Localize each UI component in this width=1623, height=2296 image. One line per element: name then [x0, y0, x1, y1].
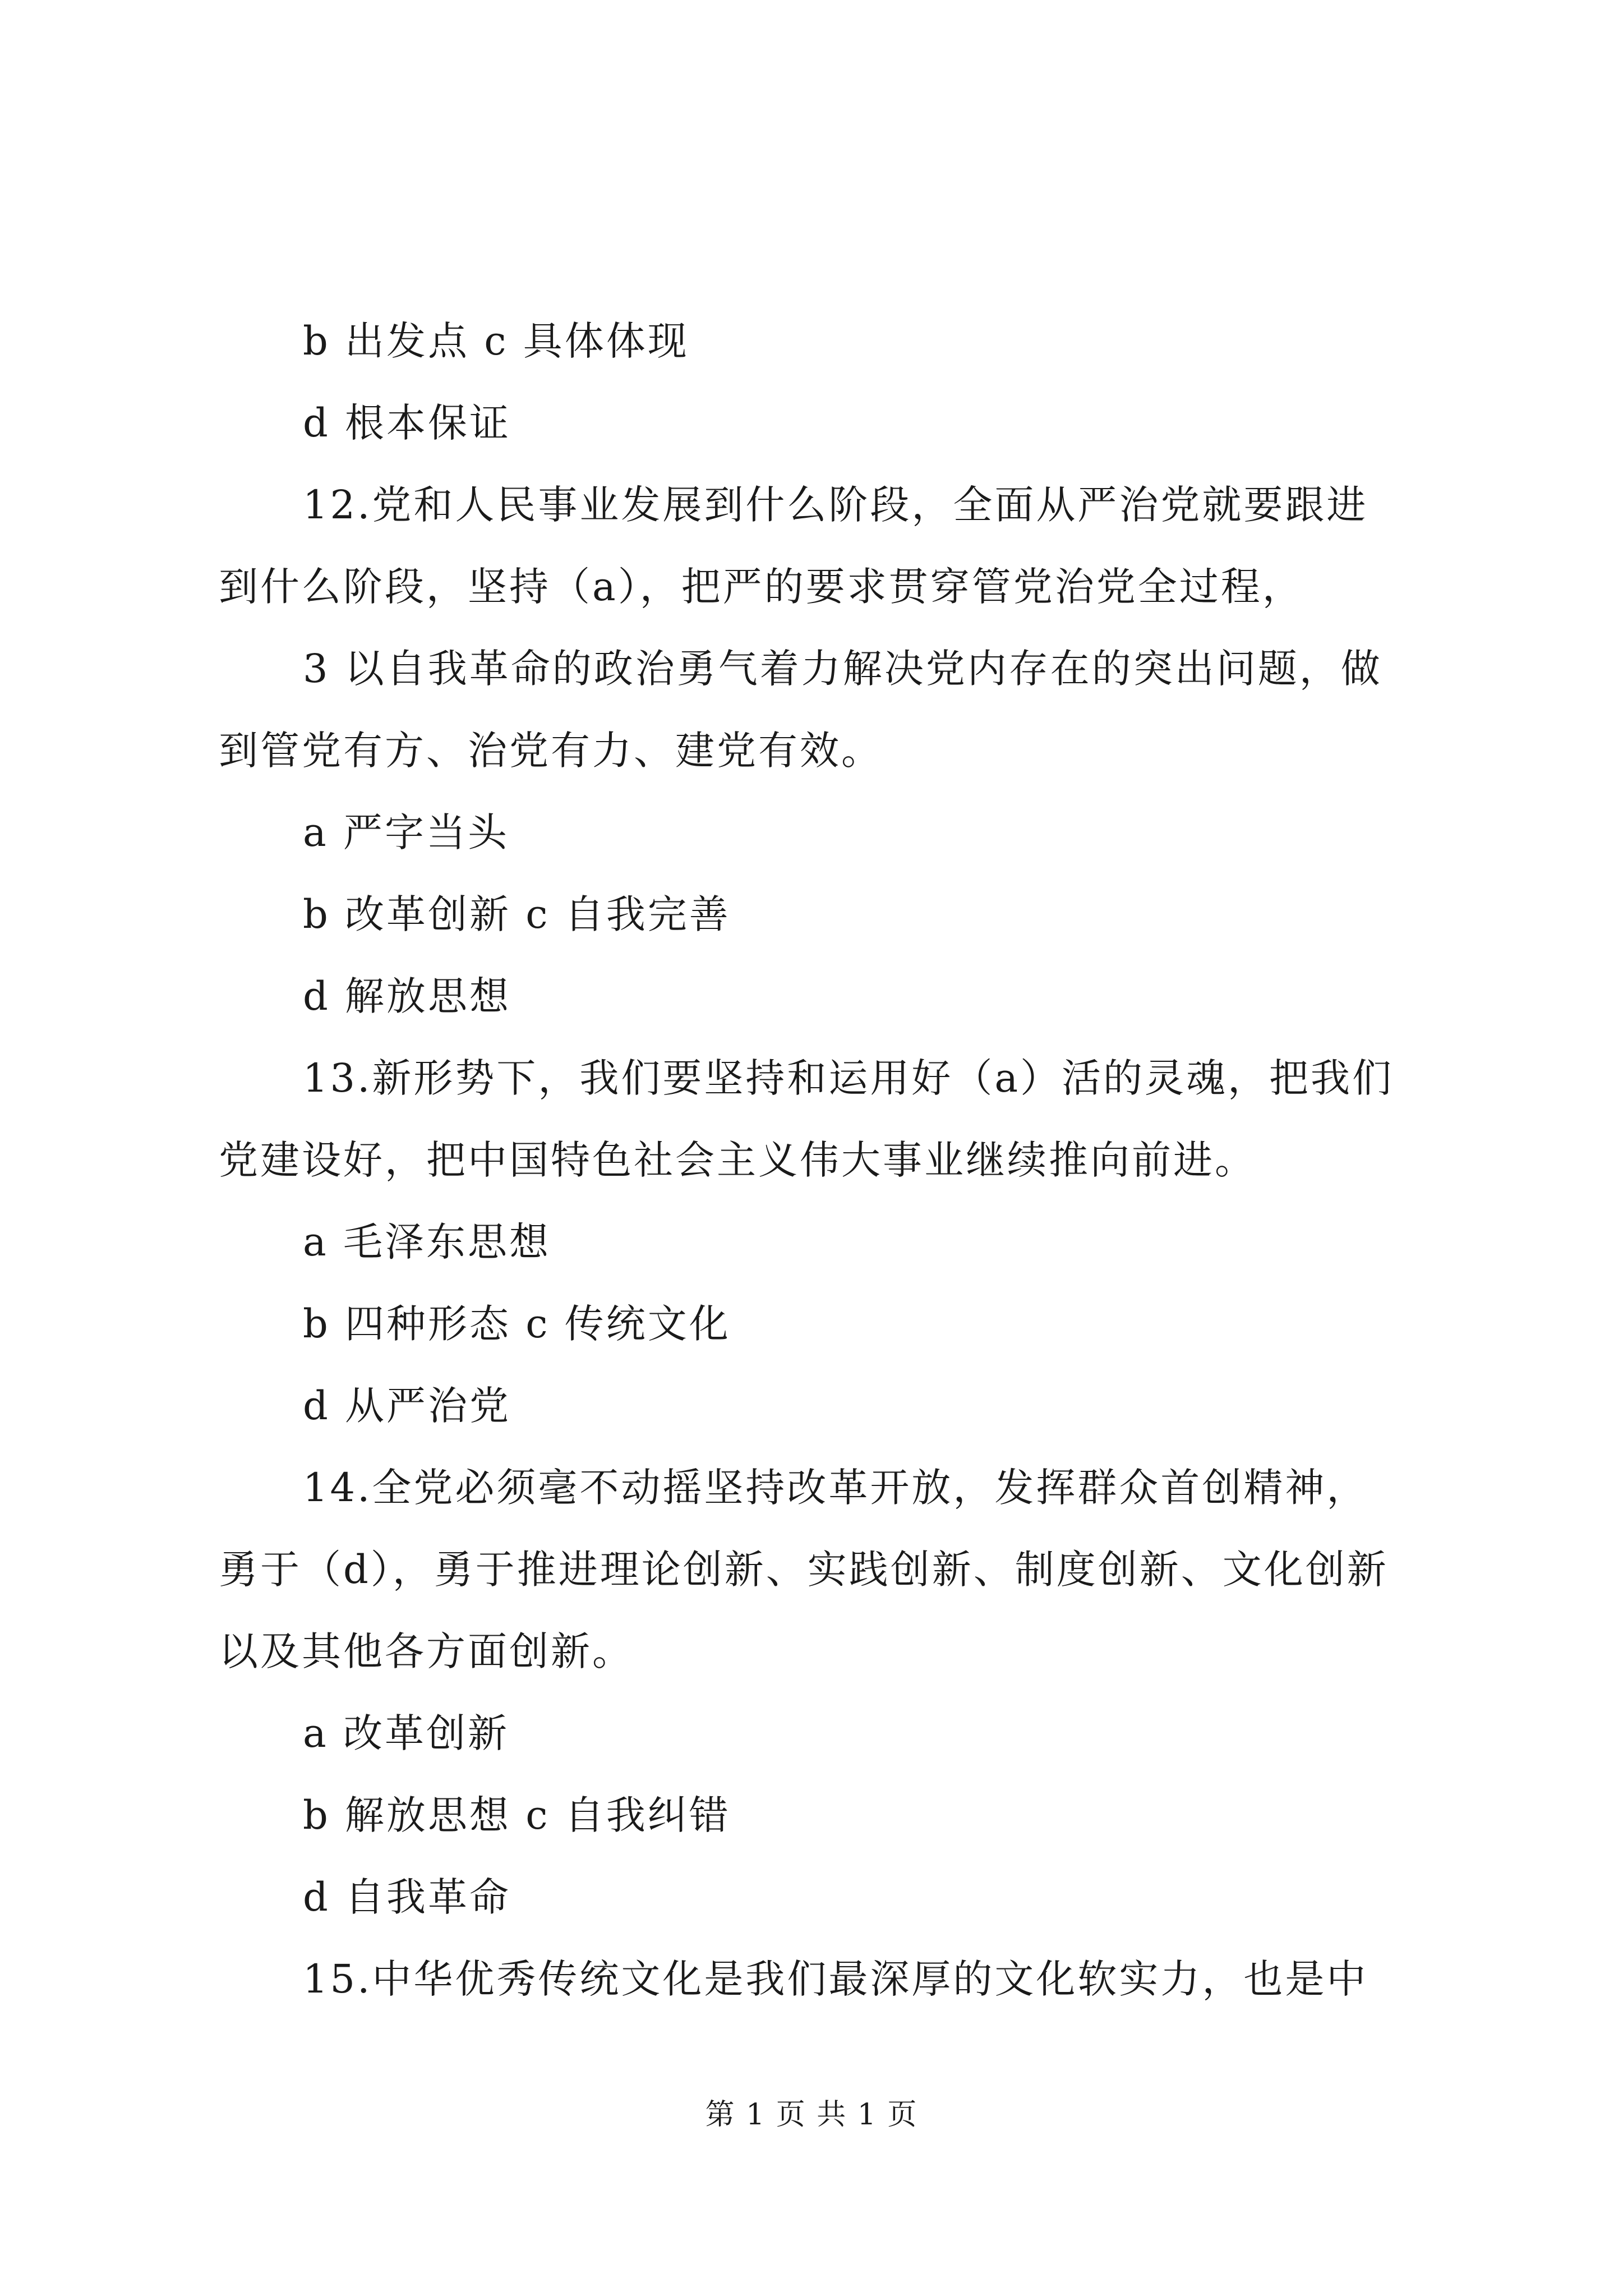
- question-14-line-1: 14.全党必须毫不动摇坚持改革开放，发挥群众首创精神，: [303, 1465, 1368, 1511]
- question-12-line-4: 到管党有方、治党有力、建党有效。: [219, 728, 883, 774]
- option-line: d 根本保证: [303, 400, 511, 446]
- option-line: d 从严治党: [303, 1383, 511, 1429]
- option-line: a 改革创新: [303, 1710, 509, 1756]
- option-line: b 四种形态 c 传统文化: [303, 1301, 731, 1347]
- option-line: d 解放思想: [303, 973, 511, 1019]
- option-line: b 出发点 c 具体体现: [303, 318, 689, 364]
- option-line: b 解放思想 c 自我纠错: [303, 1792, 731, 1838]
- option-line: a 严字当头: [303, 809, 509, 855]
- document-body: [219, 300, 1436, 2020]
- question-13-line-2: 党建设好，把中国特色社会主义伟大事业继续推向前进。: [219, 1137, 1256, 1183]
- question-12-line-2: 到什么阶段，坚持（a），把严的要求贯穿管党治党全过程，: [219, 564, 1304, 610]
- question-12-line-3: 3 以自我革命的政治勇气着力解决党内存在的突出问题，做: [303, 646, 1382, 692]
- page-footer: 第 1 页 共 1 页: [705, 2098, 918, 2132]
- question-15-line-1: 15.中华优秀传统文化是我们最深厚的文化软实力，也是中: [303, 1956, 1368, 2002]
- question-13-line-1: 13.新形势下，我们要坚持和运用好（a）活的灵魂，把我们: [303, 1055, 1394, 1101]
- question-14-line-2: 勇于（d），勇于推进理论创新、实践创新、制度创新、文化创新: [219, 1547, 1389, 1593]
- question-14-line-3: 以及其他各方面创新。: [219, 1628, 634, 1674]
- option-line: a 毛泽东思想: [303, 1219, 551, 1265]
- option-line: b 改革创新 c 自我完善: [303, 891, 731, 937]
- option-line: d 自我革命: [303, 1874, 511, 1920]
- question-12-line-1: 12.党和人民事业发展到什么阶段，全面从严治党就要跟进: [303, 482, 1368, 528]
